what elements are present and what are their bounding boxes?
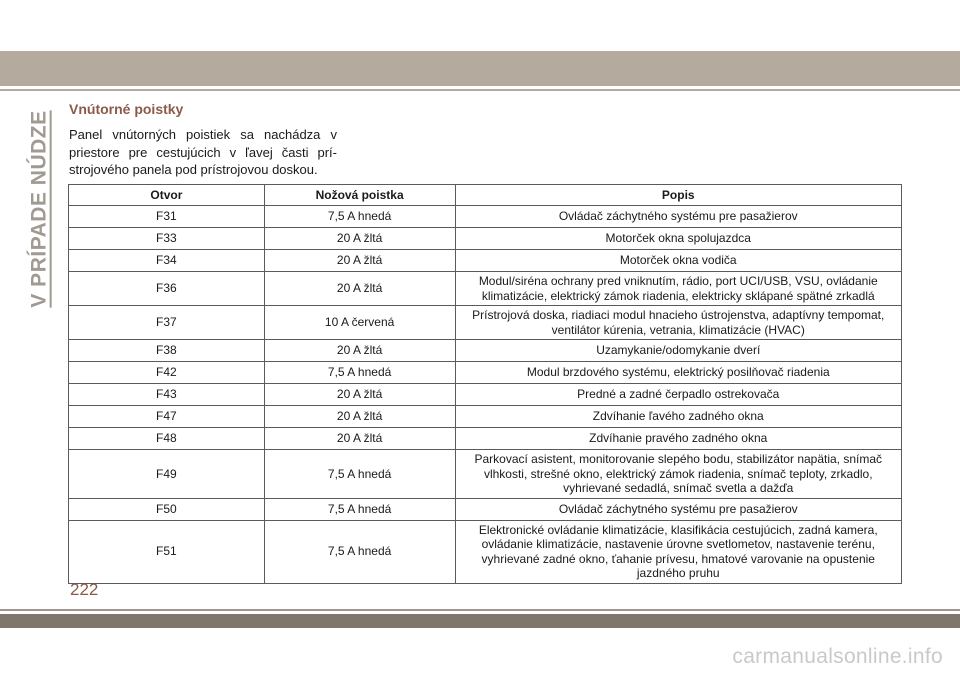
fuse-description-cell: Zdvíhanie pravého zadného okna — [455, 428, 902, 450]
fuse-rating-cell: 7,5 A hnedá — [264, 450, 455, 499]
chapter-side-label — [27, 100, 53, 318]
fuse-description-cell: Ovládač záchytného systému pre pasažierov — [455, 498, 902, 520]
table-row — [69, 406, 902, 428]
fuse-slot-cell: F38 — [69, 340, 265, 362]
fuse-rating-cell: 20 A žltá — [264, 228, 455, 250]
fuse-rating-cell: 10 A červená — [264, 306, 455, 340]
fuse-description-cell: Motorček okna vodiča — [455, 250, 902, 272]
table-row — [69, 450, 902, 499]
fuse-slot-cell: F34 — [69, 250, 265, 272]
chapter-side-label-text: V PRÍPADE NÚDZE — [28, 110, 51, 308]
fuse-rating-cell: 20 A žltá — [264, 272, 455, 306]
watermark: carmanualsonline.info — [732, 645, 943, 668]
fuse-rating-cell: 20 A žltá — [264, 428, 455, 450]
header-band — [0, 51, 960, 86]
table-row — [69, 340, 902, 362]
fuse-description-cell: Parkovací asistent, monitorovanie slepého bodu, stabilizátor napätia, snímač vlhkosti, strešné okno, elektrický zámok riadenia, snímač teploty, zrkadlo, vyhrievané sedadlá, snímač svetla a dažďa — [455, 450, 902, 499]
fuse-rating-cell: 7,5 A hnedá — [264, 206, 455, 228]
fuse-rating-cell: 7,5 A hnedá — [264, 498, 455, 520]
fuse-slot-cell: F43 — [69, 384, 265, 406]
column-header-description: Popis — [455, 185, 902, 206]
fuse-description-cell: Prístrojová doska, riadiaci modul hnacieho ústrojenstva, adaptívny tempomat, ventilátor kúrenia, vetrania, klimatizácie (HVAC) — [455, 306, 902, 340]
table-row — [69, 272, 902, 306]
fuse-slot-cell: F51 — [69, 520, 265, 583]
table-row — [69, 498, 902, 520]
fuse-description-cell: Elektronické ovládanie klimatizácie, klasifikácia cestujúcich, zadná kamera, ovládanie klimatizácie, nastavenie úrovne svetlometov, nastavenie terénu, vyhrievané zadné okno, ťahanie prívesu, hmatové varovanie na opustenie jazdného pruhu — [455, 520, 902, 583]
intro-paragraph: Panel vnútorných poistiek sa nachádza v priestore pre cestujúcich v ľavej časti prístrojového panela pod prístrojovou doskou. — [69, 127, 337, 177]
fuse-description-cell: Modul brzdového systému, elektrický posilňovač riadenia — [455, 362, 902, 384]
fuse-description-cell: Uzamykanie/odomykanie dverí — [455, 340, 902, 362]
table-row — [69, 362, 902, 384]
footer-band — [0, 614, 960, 628]
section-title: Vnútorné poistky — [69, 101, 184, 117]
fuse-description-cell: Predné a zadné čerpadlo ostrekovača — [455, 384, 902, 406]
page-number: 222 — [70, 580, 99, 599]
table-row — [69, 520, 902, 583]
fuse-description-cell: Zdvíhanie ľavého zadného okna — [455, 406, 902, 428]
fuse-description-cell: Modul/siréna ochrany pred vniknutím, rádio, port UCI/USB, VSU, ovládanie klimatizácie, elektrický zámok riadenia, elektricky sklápané spätné zrkadlá — [455, 272, 902, 306]
fuse-rating-cell: 7,5 A hnedá — [264, 520, 455, 583]
fuse-slot-cell: F48 — [69, 428, 265, 450]
fuse-rating-cell: 20 A žltá — [264, 250, 455, 272]
fuse-table — [68, 184, 902, 584]
table-row — [69, 428, 902, 450]
fuse-slot-cell: F36 — [69, 272, 265, 306]
fuse-slot-cell: F50 — [69, 498, 265, 520]
table-row — [69, 250, 902, 272]
table-row — [69, 206, 902, 228]
table-row — [69, 306, 902, 340]
fuse-slot-cell: F37 — [69, 306, 265, 340]
column-header-slot: Otvor — [69, 185, 265, 206]
fuse-rating-cell: 7,5 A hnedá — [264, 362, 455, 384]
fuse-slot-cell: F42 — [69, 362, 265, 384]
fuse-slot-cell: F33 — [69, 228, 265, 250]
column-header-fuse: Nožová poistka — [264, 185, 455, 206]
header-rule — [0, 89, 960, 91]
fuse-slot-cell: F47 — [69, 406, 265, 428]
fuse-description-cell: Motorček okna spolujazdca — [455, 228, 902, 250]
fuse-rating-cell: 20 A žltá — [264, 384, 455, 406]
table-row — [69, 384, 902, 406]
fuse-rating-cell: 20 A žltá — [264, 340, 455, 362]
footer-rule — [0, 609, 960, 611]
table-header-row — [69, 185, 902, 206]
fuse-description-cell: Ovládač záchytného systému pre pasažierov — [455, 206, 902, 228]
fuse-slot-cell: F31 — [69, 206, 265, 228]
fuse-table-body — [69, 206, 902, 584]
table-row — [69, 228, 902, 250]
fuse-slot-cell: F49 — [69, 450, 265, 499]
fuse-rating-cell: 20 A žltá — [264, 406, 455, 428]
